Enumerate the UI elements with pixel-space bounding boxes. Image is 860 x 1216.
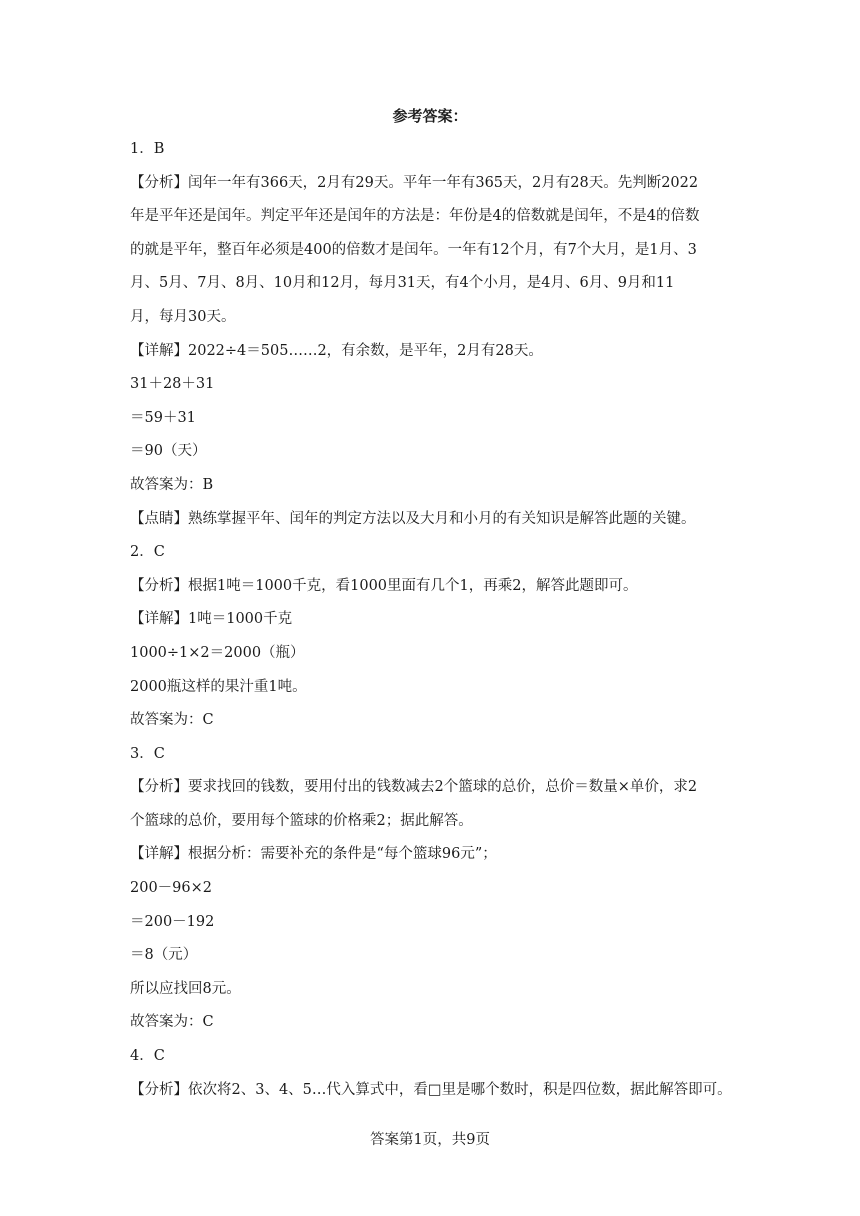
page-footer: 答案第1页，共9页: [370, 1132, 490, 1148]
answer-line: 1．B: [130, 141, 165, 157]
answer-line: 故答案为：B: [130, 476, 214, 493]
answer-line: 【分析】根据1吨＝1000千克，看1000里面有几个1，再乘2，解答此题即可。: [130, 577, 638, 594]
answer-line: ＝8（元）: [130, 947, 198, 964]
answer-line: 【详解】1吨＝1000千克: [130, 611, 293, 628]
answer-line: 【分析】要求找回的钱数，要用付出的钱数减去2个篮球的总价，总价＝数量×单价，求2: [130, 779, 698, 796]
answer-line: 【详解】2022÷4＝505……2，有余数，是平年，2月有28天。: [130, 342, 543, 359]
answer-line: 故答案为：C: [130, 712, 214, 729]
answer-line: 所以应找回8元。: [130, 980, 241, 997]
answer-line: 2．C: [130, 544, 165, 561]
answer-line: 31＋28＋31: [130, 376, 215, 393]
answer-line: 3．C: [130, 745, 165, 762]
answer-line: 1000÷1×2＝2000（瓶）: [130, 644, 305, 661]
answer-line: ＝200－192: [130, 913, 215, 930]
answer-line: 【分析】闰年一年有366天，2月有29天。平年一年有365天，2月有28天。先判断2022: [130, 174, 699, 191]
answer-line: 200－96×2: [130, 880, 213, 897]
answer-line: 故答案为：C: [130, 1014, 214, 1031]
answer-line: 年是平年还是闰年。判定平年还是闰年的方法是：年份是4的倍数就是闰年，不是4的倍数: [130, 208, 700, 225]
answer-line: 个篮球的总价，要用每个篮球的价格乘2；据此解答。: [130, 812, 473, 829]
answer-line: 2000瓶这样的果汁重1吨。: [130, 678, 307, 695]
answer-line: ＝90（天）: [130, 443, 207, 460]
page-title: 参考答案：: [392, 107, 468, 125]
answer-line: 4．C: [130, 1048, 165, 1065]
answer-content: [130, 133, 740, 1107]
answer-line: 月，每月30天。: [130, 308, 236, 325]
answer-line: ＝59＋31: [130, 409, 196, 426]
answer-line: 【点睛】熟练掌握平年、闰年的判定方法以及大月和小月的有关知识是解答此题的关键。: [130, 510, 696, 527]
answer-line: 的就是平年，整百年必须是400的倍数才是闰年。一年有12个月，有7个大月，是1月、3: [130, 241, 697, 258]
answer-line: 月、5月、7月、8月、10月和12月，每月31天，有4个小月，是4月、6月、9月和11: [130, 275, 675, 292]
answer-line: 【详解】根据分析：需要补充的条件是“每个篮球96元”；: [130, 846, 497, 863]
answer-line: 【分析】依次将2、3、4、5…代入算式中，看□里是哪个数时，积是四位数，据此解答即可。: [130, 1081, 732, 1098]
